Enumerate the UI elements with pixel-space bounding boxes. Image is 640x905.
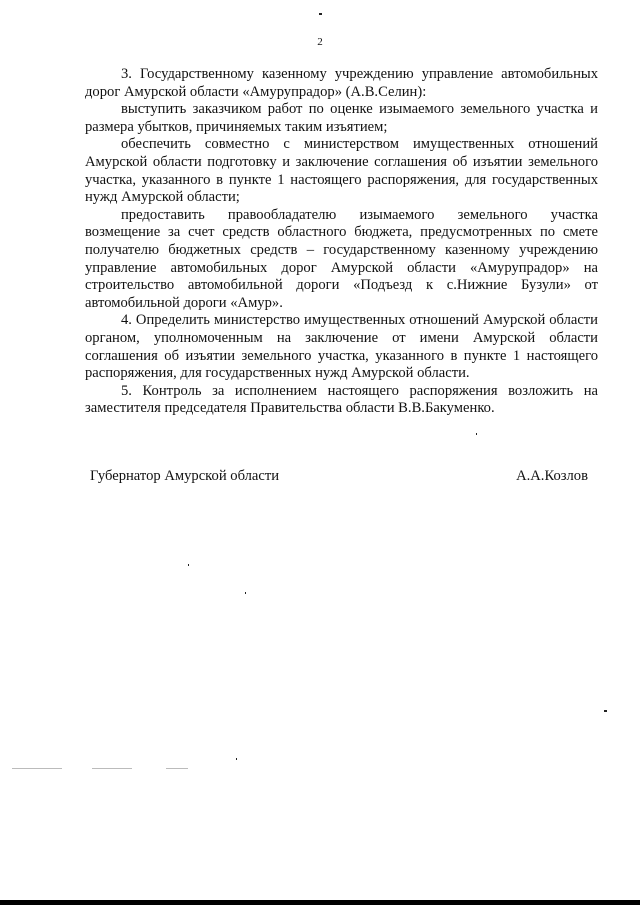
document-body (85, 66, 598, 418)
signatory-name: А.А.Козлов (516, 468, 588, 484)
scan-speck (236, 758, 237, 760)
paragraph-item-4: 4. Определить министерство имущественных отношений Амурской области органом, уполномоченным на заключение от имени Амурской области соглашения об изъятии земельного участка, указанного в пункте 1 настоящего распоряжения, для государственных нужд Амурской области. (85, 312, 598, 382)
signatory-position: Губернатор Амурской области (90, 468, 280, 484)
paragraph-compensation: предоставить правообладателю изымаемого земельного участка возмещение за счет средств областного бюджета, предусмотренных по смете получателю бюджетных средств – государственному казенному учреждению управление автомобильных дорог Амурской области «Амурупрадор» на строительство автомобильной дороги «Подъезд к с.Нижние Бузули» от автомобильной дороги «Амур». (85, 206, 598, 311)
scan-speck (12, 768, 62, 769)
page-number: 2 (317, 36, 323, 48)
scan-speck (92, 768, 132, 769)
scan-speck (476, 433, 477, 435)
scan-speck (604, 710, 607, 712)
paragraph-item-3: 3. Государственному казенному учреждению управление автомобильных дорог Амурской области «Амурупрадор» (А.В.Селин): (85, 66, 598, 100)
scan-speck (166, 768, 188, 769)
scan-speck (319, 13, 322, 15)
paragraph-agreement-prep: обеспечить совместно с министерством имущественных отношений Амурской области подготовку и заключение соглашения об изъятии земельного участка, указанного в пункте 1 настоящего распоряжения, для государственных нужд Амурской области; (85, 136, 598, 206)
scan-bottom-edge (0, 900, 640, 905)
scan-speck (245, 592, 246, 594)
paragraph-item-5: 5. Контроль за исполнением настоящего распоряжения возложить на заместителя председателя Правительства области В.В.Бакуменко. (85, 382, 598, 417)
paragraph-customer-role: выступить заказчиком работ по оценке изымаемого земельного участка и размера убытков, причиняемых таким изъятием; (85, 101, 598, 135)
scan-speck (188, 564, 189, 566)
